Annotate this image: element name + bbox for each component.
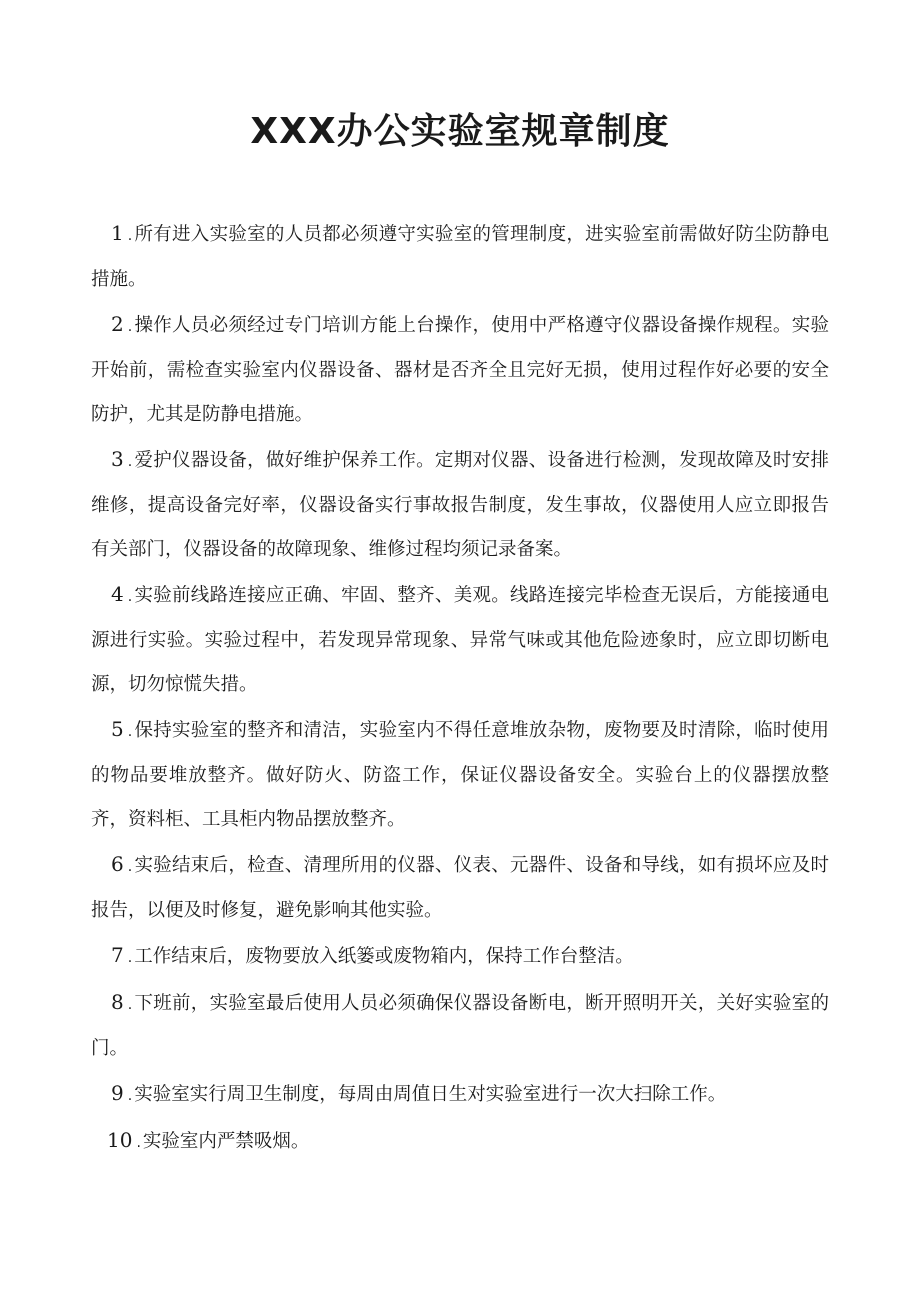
rule-separator: . xyxy=(127,724,133,740)
rule-number: 10 xyxy=(107,1128,133,1152)
rule-number: 5 xyxy=(111,717,124,741)
rule-separator: . xyxy=(127,228,133,244)
rule-item-9 xyxy=(91,1071,829,1118)
rule-separator: . xyxy=(136,1135,141,1151)
rule-number: 3 xyxy=(111,447,124,471)
rule-number: 9 xyxy=(111,1081,124,1105)
rule-separator: . xyxy=(127,859,133,875)
rule-separator: . xyxy=(127,1088,133,1104)
rule-item-10 xyxy=(91,1118,829,1165)
rule-item-7 xyxy=(91,933,829,980)
rules-list xyxy=(91,211,829,1165)
rule-number: 6 xyxy=(111,852,124,876)
rule-item-4 xyxy=(91,572,829,707)
rule-item-6 xyxy=(91,842,829,933)
rule-item-8 xyxy=(91,980,829,1071)
rule-item-2 xyxy=(91,302,829,437)
rule-text: 实验室实行周卫生制度，每周由周值日生对实验室进行一次大扫除工作。 xyxy=(134,1084,727,1105)
rule-text: 操作人员必须经过专门培训方能上台操作，使用中严格遵守仪器设备操作规程。实验开始前，需检查实验室内仪器设备、器材是否齐全且完好无损，使用过程作好必要的安全防护，尤其是防静电措施。 xyxy=(91,315,829,425)
document-title: XXX办公实验室规章制度 xyxy=(250,111,670,152)
rule-separator: . xyxy=(127,589,133,605)
rule-number: 7 xyxy=(111,943,124,967)
rule-item-5 xyxy=(91,707,829,842)
rule-text: 实验前线路连接应正确、牢固、整齐、美观。线路连接完毕检查无误后，方能接通电源进行实验。实验过程中，若发现异常现象、异常气味或其他危险迹象时，应立即切断电源，切勿惊慌失措。 xyxy=(91,585,829,695)
rule-separator: . xyxy=(127,319,133,335)
rule-text: 实验室内严禁吸烟。 xyxy=(142,1131,310,1152)
rule-number: 2 xyxy=(111,312,124,336)
rule-text: 下班前，实验室最后使用人员必须确保仪器设备断电，断开照明开关，关好实验室的门。 xyxy=(91,993,829,1059)
rule-separator: . xyxy=(127,950,133,966)
rule-text: 爱护仪器设备，做好维护保养工作。定期对仪器、设备进行检测，发现故障及时安排维修，提高设备完好率，仪器设备实行事故报告制度，发生事故，仪器使用人应立即报告有关部门，仪器设备的故障现象、维修过程均须记录备案。 xyxy=(91,450,829,560)
rule-text: 所有进入实验室的人员都必须遵守实验室的管理制度，进实验室前需做好防尘防静电措施。 xyxy=(91,224,829,290)
rule-text: 工作结束后，废物要放入纸篓或废物箱内，保持工作台整洁。 xyxy=(134,946,634,967)
rule-number: 8 xyxy=(111,990,124,1014)
rule-item-1 xyxy=(91,211,829,302)
rule-separator: . xyxy=(127,997,133,1013)
rule-text: 保持实验室的整齐和清洁，实验室内不得任意堆放杂物，废物要及时清除，临时使用的物品要堆放整齐。做好防火、防盗工作，保证仪器设备安全。实验台上的仪器摆放整齐，资料柜、工具柜内物品摆放整齐。 xyxy=(91,720,829,830)
rule-number: 1 xyxy=(111,221,124,245)
rule-item-3 xyxy=(91,437,829,572)
rule-separator: . xyxy=(127,454,133,470)
rule-number: 4 xyxy=(111,582,124,606)
rule-text: 实验结束后，检查、清理所用的仪器、仪表、元器件、设备和导线，如有损坏应及时报告，以便及时修复，避免影响其他实验。 xyxy=(91,855,829,921)
